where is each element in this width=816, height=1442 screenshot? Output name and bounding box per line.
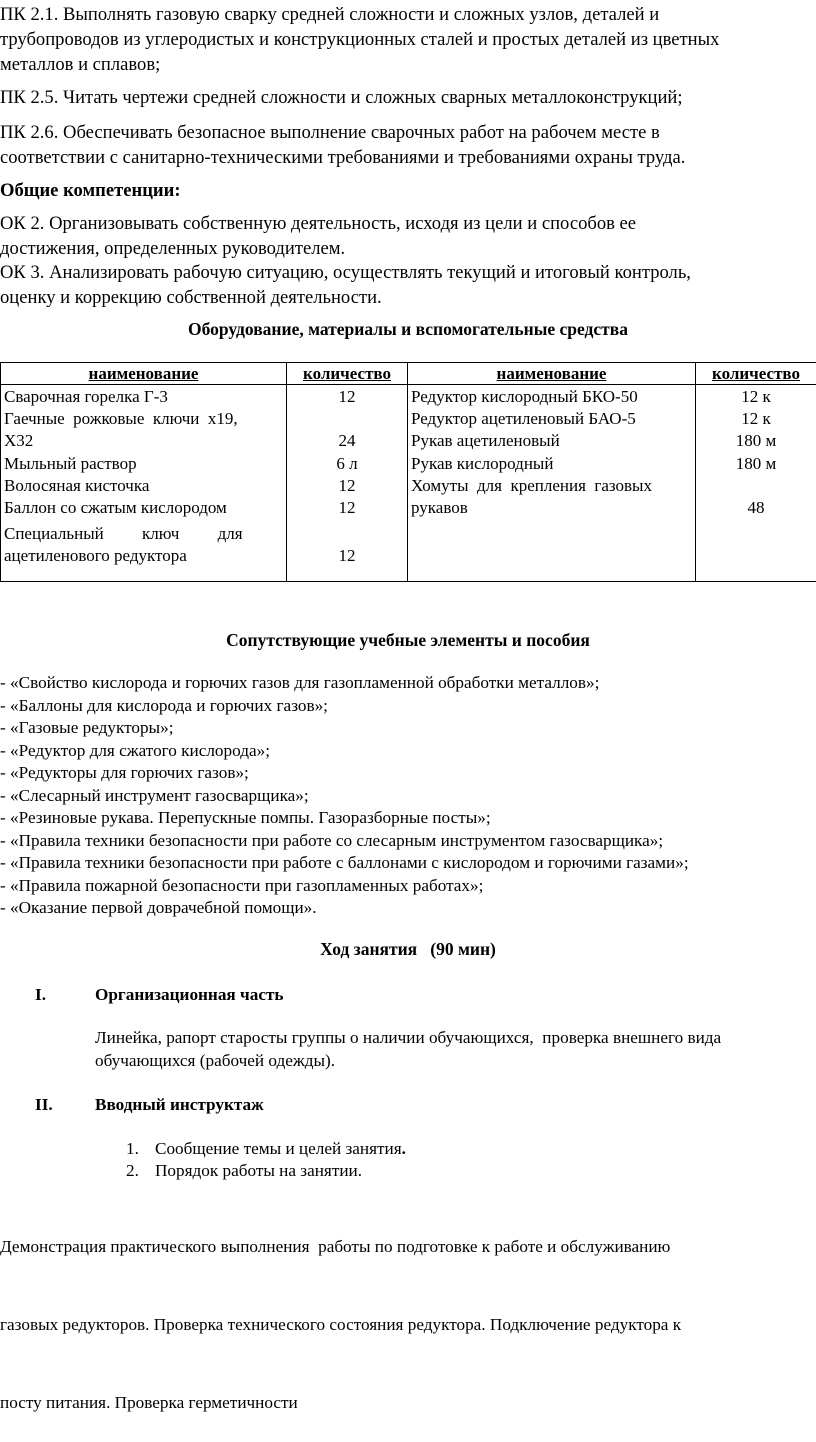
list-item: - «Баллоны для кислорода и горючих газов»;: [0, 695, 689, 718]
pk25-line: ПК 2.5. Читать чертежи средней сложности и сложных сварных металлоконструкций;: [0, 85, 683, 110]
list-item: - «Слесарный инструмент газосварщика»;: [0, 785, 689, 808]
ok3-block: [0, 260, 691, 310]
section-2-item-1-number: 1.: [126, 1138, 139, 1161]
header-qty-1: количество: [287, 363, 408, 385]
left-qty-cell: [287, 385, 408, 582]
equipment-header-row: [1, 363, 816, 385]
list-item: - «Правила пожарной безопасности при газопламенных работах»;: [0, 875, 689, 898]
right-qty: [699, 475, 813, 497]
list-item: - «Правила техники безопасности при работе с баллонами с кислородом и горючими газами»;: [0, 852, 689, 875]
section-2-item-2-number: 2.: [126, 1160, 139, 1183]
pk21-line1: ПК 2.1. Выполнять газовую сварку средней сложности и сложных узлов, деталей и: [0, 2, 816, 27]
section-2-item-2: Порядок работы на занятии.: [155, 1160, 362, 1183]
section-2-item-1: [155, 1138, 406, 1161]
right-qty: 48: [699, 497, 813, 519]
aids-list: [0, 672, 689, 920]
section-1-number: I.: [35, 984, 46, 1007]
general-competencies-heading: Общие компетенции:: [0, 178, 181, 203]
left-name: Х32: [4, 430, 283, 452]
section-2-item-1-period: .: [402, 1139, 406, 1158]
right-names-cell: [408, 385, 696, 582]
left-names-cell: [1, 385, 287, 582]
right-qty-cell: [696, 385, 816, 582]
left-qty: [290, 408, 404, 430]
demo-line3: посту питания. Проверка герметичности: [0, 1390, 681, 1416]
right-name: Редуктор ацетиленовый БАО-5: [411, 408, 692, 430]
right-qty: 180 м: [699, 430, 813, 452]
right-qty: 180 м: [699, 453, 813, 475]
header-qty-2: количество: [696, 363, 816, 385]
intro-section: [0, 2, 816, 77]
right-name: Рукав кислородный: [411, 453, 692, 475]
left-qty: 12: [290, 497, 404, 519]
left-name: Баллон со сжатым кислородом: [4, 497, 283, 519]
right-name: Хомуты для крепления газовых: [411, 475, 692, 497]
left-name: Гаечные рожковые ключи х19,: [4, 408, 283, 430]
left-qty: 6 л: [290, 453, 404, 475]
left-qty: 12: [290, 545, 404, 567]
ok2-line1: ОК 2. Организовывать собственную деятельность, исходя из цели и способов ее: [0, 211, 636, 236]
section-1-line2: обучающихся (рабочей одежды).: [95, 1050, 721, 1073]
right-name: Редуктор кислородный БКО-50: [411, 386, 692, 408]
list-item: - «Оказание первой доврачебной помощи».: [0, 897, 689, 920]
left-name: Мыльный раствор: [4, 453, 283, 475]
equipment-heading: Оборудование, материалы и вспомогательные средства: [0, 318, 816, 340]
left-name: Волосяная кисточка: [4, 475, 283, 497]
demo-paragraph: [0, 1182, 681, 1442]
header-name-2: наименование: [408, 363, 696, 385]
header-name-1: наименование: [1, 363, 287, 385]
section-1-title: Организационная часть: [95, 984, 283, 1007]
list-item: - «Газовые редукторы»;: [0, 717, 689, 740]
pk26-line2: соответствии с санитарно-техническими требованиями и требованиями охраны труда.: [0, 145, 685, 170]
left-name: ацетиленового редуктора: [4, 545, 283, 567]
aids-heading: Сопутствующие учебные элементы и пособия: [0, 629, 816, 651]
pk26-block: [0, 120, 685, 170]
right-name: рукавов: [411, 497, 692, 519]
pk21-line3: металлов и сплавов;: [0, 52, 816, 77]
list-item: - «Свойство кислорода и горючих газов для газопламенной обработки металлов»;: [0, 672, 689, 695]
left-qty: 12: [290, 475, 404, 497]
left-qty: [290, 523, 404, 545]
demo-line1: Демонстрация практического выполнения работы по подготовке к работе и обслуживанию: [0, 1234, 681, 1260]
ok3-line1: ОК 3. Анализировать рабочую ситуацию, осуществлять текущий и итоговый контроль,: [0, 260, 691, 285]
list-item: - «Правила техники безопасности при работе со слесарным инструментом газосварщика»;: [0, 830, 689, 853]
right-qty: 12 к: [699, 386, 813, 408]
pk26-line1: ПК 2.6. Обеспечивать безопасное выполнение сварочных работ на рабочем месте в: [0, 120, 685, 145]
list-item: - «Резиновые рукава. Перепускные помпы. Газоразборные посты»;: [0, 807, 689, 830]
demo-line2: газовых редукторов. Проверка технического состояния редуктора. Подключение редуктора к: [0, 1312, 681, 1338]
section-2-item-1-text: Сообщение темы и целей занятия: [155, 1139, 402, 1158]
right-qty: 12 к: [699, 408, 813, 430]
ok2-block: [0, 211, 636, 261]
left-name: Специальный ключ для: [4, 523, 283, 545]
lesson-heading: Ход занятия (90 мин): [0, 938, 816, 960]
section-1-text: [95, 1027, 721, 1072]
ok3-line2: оценку и коррекцию собственной деятельности.: [0, 285, 691, 310]
right-name: Рукав ацетиленовый: [411, 430, 692, 452]
left-qty: 24: [290, 430, 404, 452]
list-item: - «Редуктор для сжатого кислорода»;: [0, 740, 689, 763]
left-name: Сварочная горелка Г-3: [4, 386, 283, 408]
section-2-number: II.: [35, 1094, 53, 1117]
section-1-line1: Линейка, рапорт старосты группы о наличии обучающихся, проверка внешнего вида: [95, 1027, 721, 1050]
ok2-line2: достижения, определенных руководителем.: [0, 236, 636, 261]
section-2-title: Вводный инструктаж: [95, 1094, 264, 1117]
left-qty: 12: [290, 386, 404, 408]
list-item: - «Редукторы для горючих газов»;: [0, 762, 689, 785]
equipment-body-row: [1, 385, 816, 582]
equipment-table: [0, 362, 816, 582]
pk21-line2: трубопроводов из углеродистых и конструкционных сталей и простых деталей из цветных: [0, 27, 816, 52]
